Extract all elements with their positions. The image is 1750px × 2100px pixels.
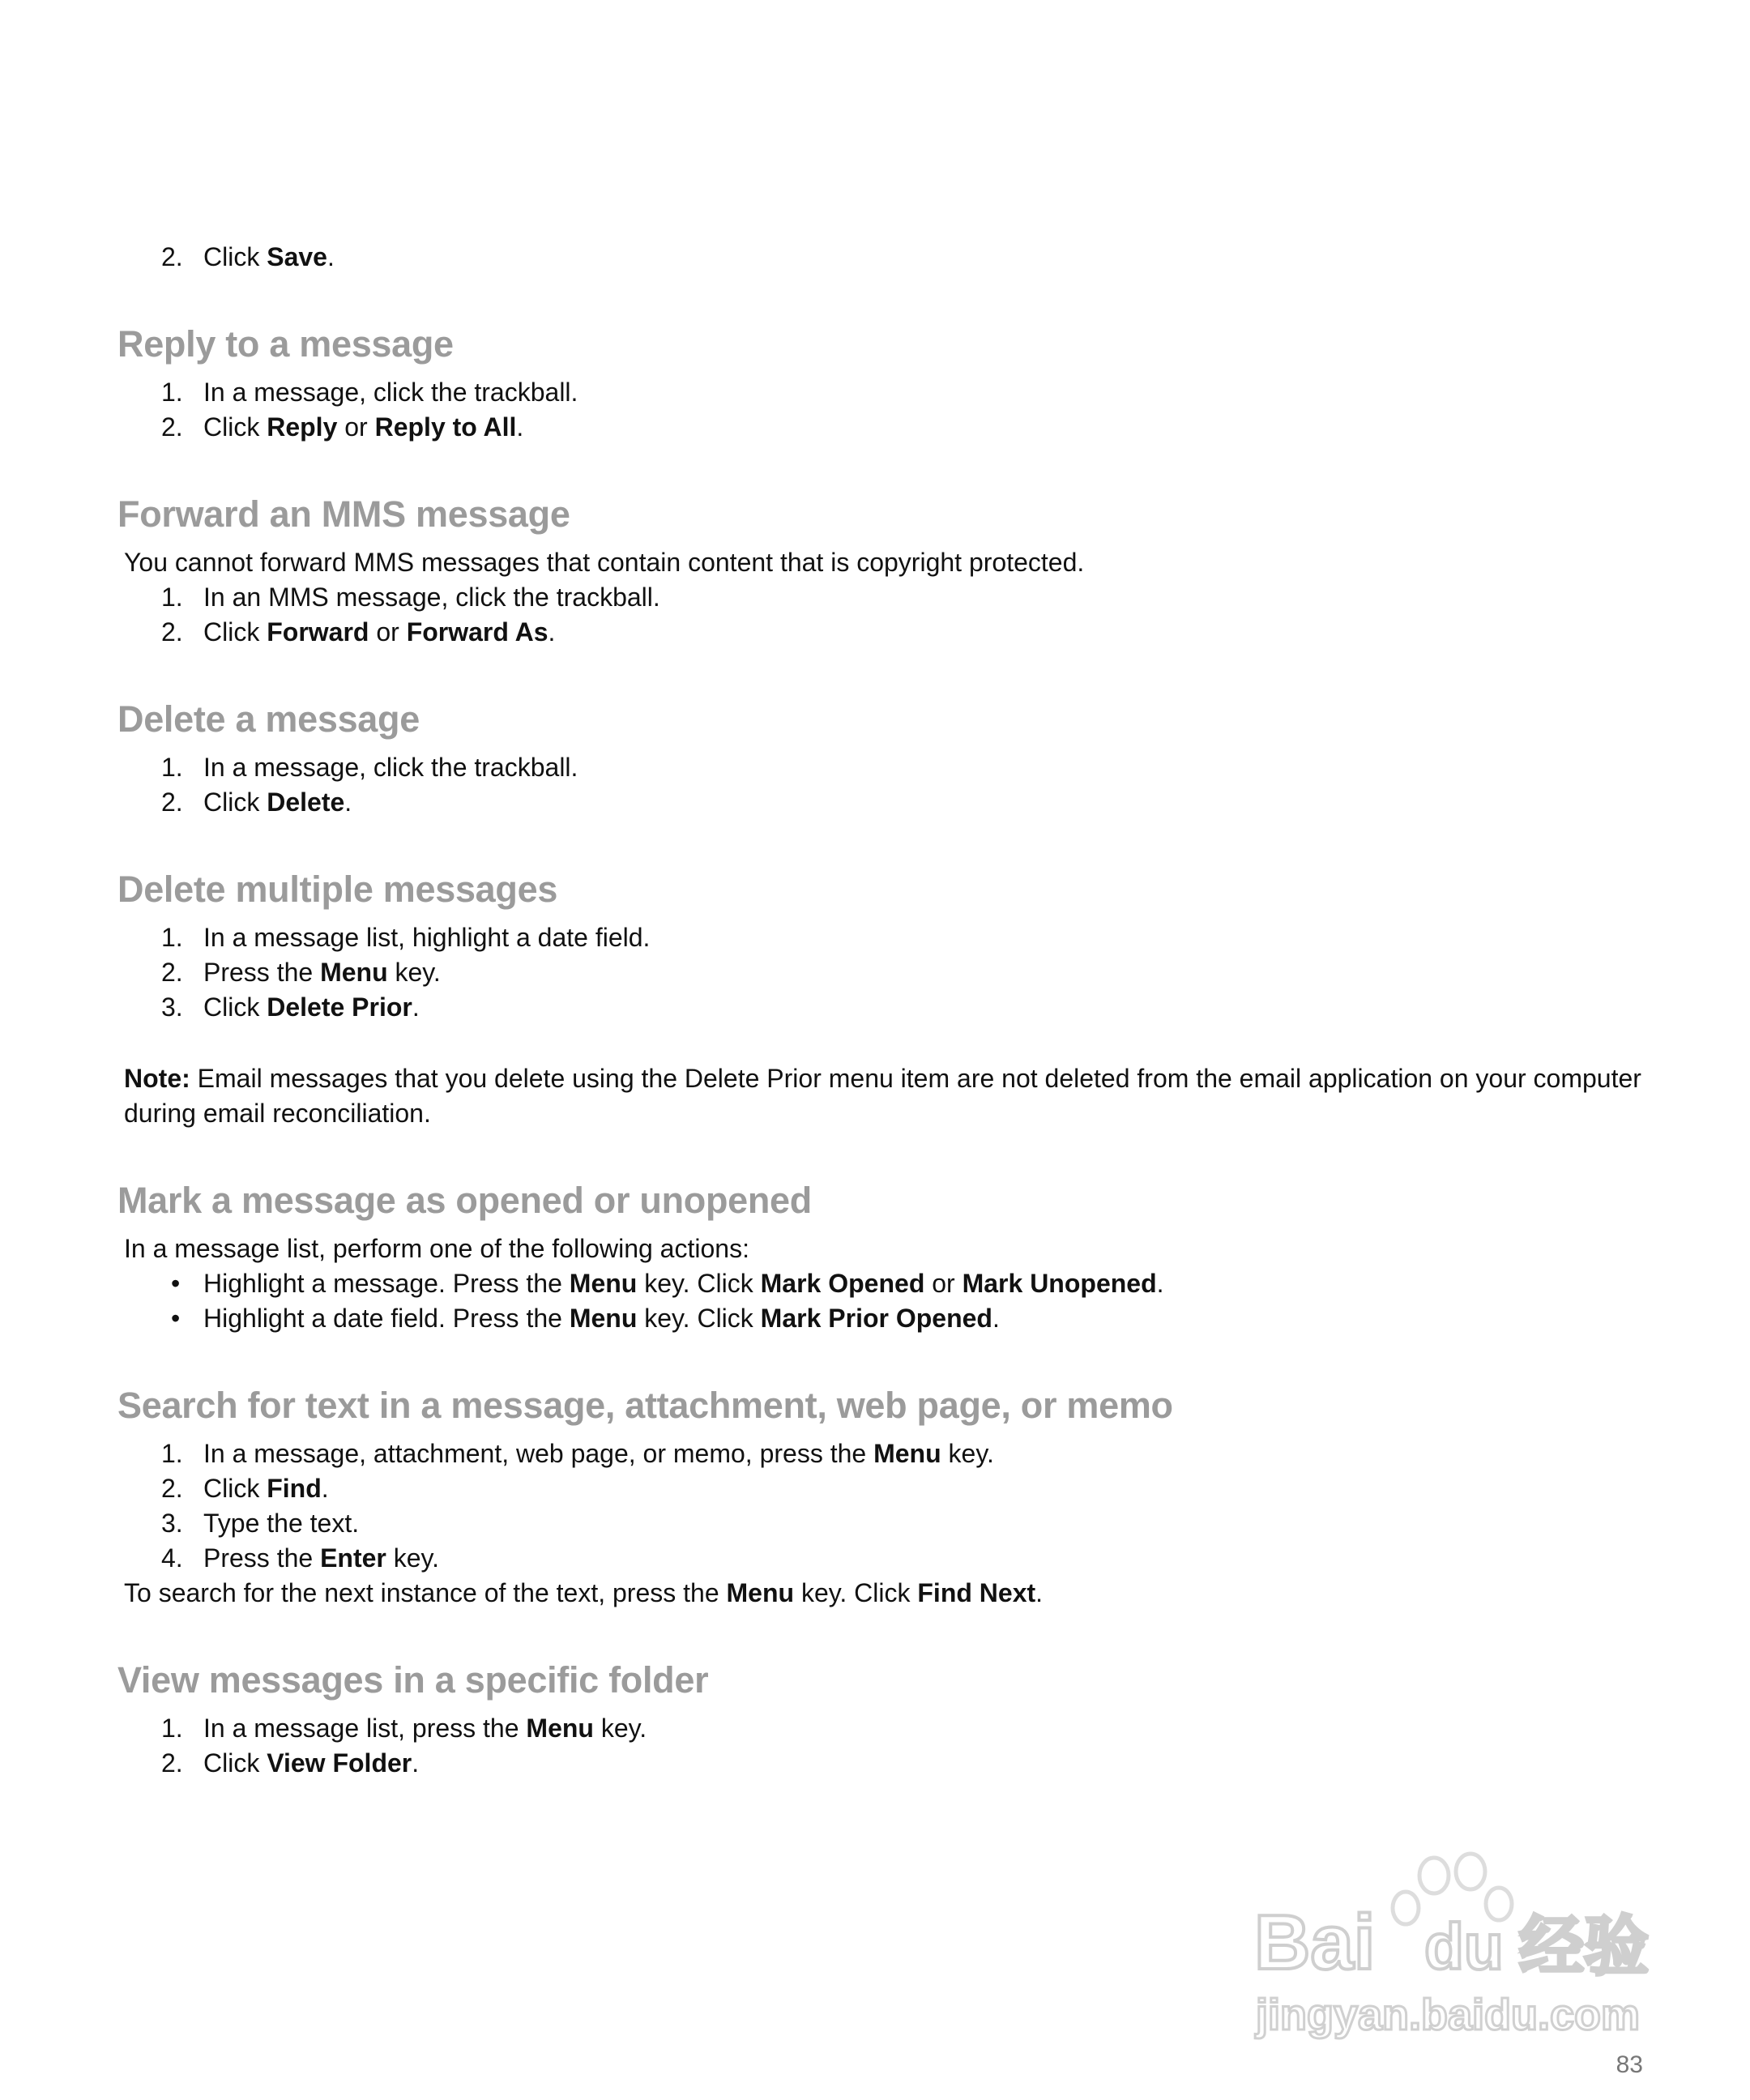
list-item: 2. Click Reply or Reply to All.	[161, 412, 524, 442]
list-item: 2. Click Delete.	[161, 788, 352, 817]
page-content	[117, 240, 1657, 1781]
bullet-list	[117, 1266, 1657, 1336]
list-item: 2. Click View Folder.	[161, 1748, 420, 1778]
section-search	[117, 1383, 1657, 1611]
step-list	[117, 750, 1657, 820]
watermark-brand-cn: 经验	[1519, 1909, 1649, 1984]
step-list	[117, 375, 1657, 445]
section-heading: Mark a message as opened or unopened	[117, 1180, 812, 1221]
step-list	[117, 1711, 1657, 1781]
list-item: 2. Press the Menu key.	[161, 958, 441, 987]
section-intro: You cannot forward MMS messages that contain content that is copyright protected.	[124, 548, 1085, 577]
list-item: • Highlight a date field. Press the Menu key. Click Mark Prior Opened.	[171, 1304, 1000, 1333]
step-list	[117, 580, 1657, 650]
list-item: 3. Click Delete Prior.	[161, 992, 420, 1022]
list-item: 1. In a message list, highlight a date field.	[161, 923, 651, 952]
section-heading: View messages in a specific folder	[117, 1659, 709, 1701]
watermark-brand-du: du	[1424, 1910, 1504, 1983]
section-view-folder	[117, 1658, 1657, 1781]
section-mark	[117, 1178, 1657, 1336]
note-label: Note:	[124, 1064, 190, 1093]
section-heading: Forward an MMS message	[117, 493, 570, 535]
list-item: • Highlight a message. Press the Menu key. Click Mark Opened or Mark Unopened.	[171, 1269, 1164, 1298]
list-item: 1. In a message, click the trackball.	[161, 378, 578, 407]
page-number: 83	[1616, 2051, 1643, 2078]
list-item: 1. In a message list, press the Menu key.	[161, 1714, 647, 1743]
list-item: 2. Click Forward or Forward As.	[161, 617, 556, 647]
baidu-watermark-logo	[1248, 1847, 1669, 2050]
section-forward	[117, 492, 1657, 650]
section-heading: Search for text in a message, attachment, web page, or memo	[117, 1385, 1173, 1426]
section-intro: In a message list, perform one of the following actions:	[124, 1234, 749, 1263]
top-step-list	[117, 240, 1657, 275]
watermark-url: jingyan.baidu.com	[1256, 1991, 1641, 2039]
watermark-brand-bai: Bai	[1254, 1899, 1376, 1986]
section-heading: Reply to a message	[117, 323, 454, 365]
list-item: 3. Type the text.	[161, 1509, 360, 1538]
note-paragraph: Note: Email messages that you delete using the Delete Prior menu item are not deleted from the email application on your computer during email reconciliation.	[124, 1064, 1641, 1128]
list-item: 4. Press the Enter key.	[161, 1543, 440, 1573]
section-delete	[117, 697, 1657, 820]
list-item: 2. Click Find.	[161, 1474, 329, 1503]
list-item: 1. In a message, click the trackball.	[161, 753, 578, 782]
step-list	[117, 920, 1657, 1025]
section-heading: Delete multiple messages	[117, 869, 558, 910]
section-delete-multiple	[117, 867, 1657, 1131]
list-item: 1. In an MMS message, click the trackball.	[161, 583, 660, 612]
list-item: 2. Click Save.	[117, 240, 1657, 275]
step-number: 2.	[161, 242, 183, 271]
section-reply	[117, 322, 1657, 445]
section-heading: Delete a message	[117, 698, 420, 740]
section-outro: To search for the next instance of the text, press the Menu key. Click Find Next.	[124, 1578, 1044, 1607]
step-list	[117, 1436, 1657, 1576]
list-item: 1. In a message, attachment, web page, or memo, press the Menu key.	[161, 1439, 994, 1468]
